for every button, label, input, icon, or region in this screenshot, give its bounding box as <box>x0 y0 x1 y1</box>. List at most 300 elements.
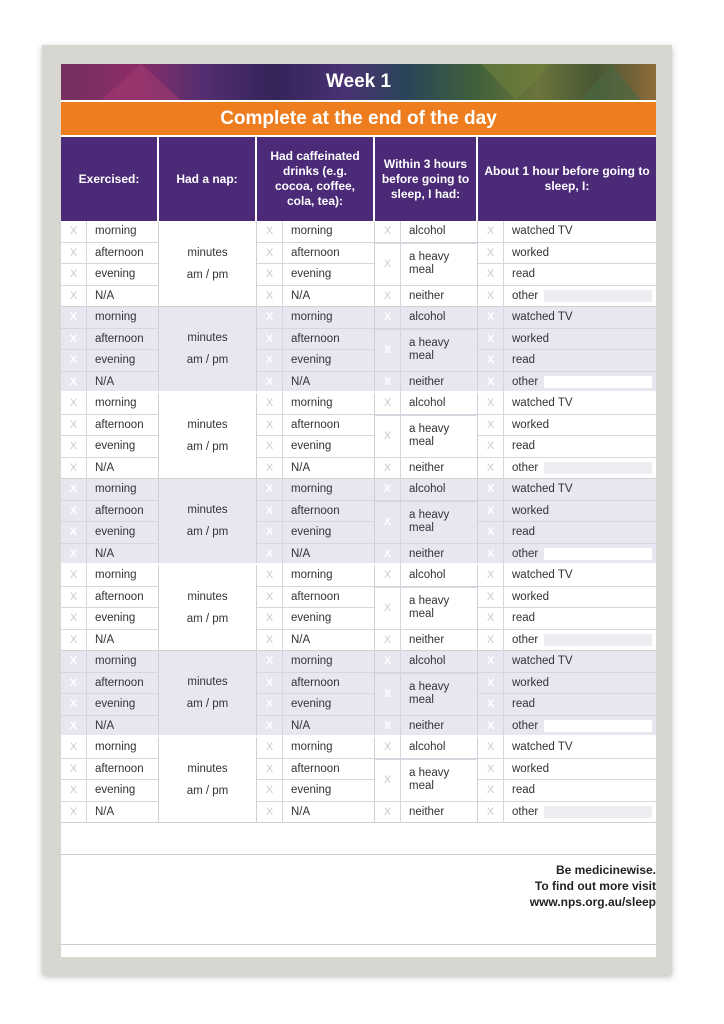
checkbox[interactable]: X <box>375 458 401 480</box>
checkbox[interactable]: X <box>257 243 283 264</box>
caffeine-option <box>257 501 374 523</box>
checkbox[interactable]: X <box>61 372 87 394</box>
nap-ampm-label: am / pm <box>186 354 229 366</box>
table-header <box>61 137 656 221</box>
option-label: morning <box>291 225 333 238</box>
option-label: morning <box>291 655 333 668</box>
activity-option <box>478 802 656 824</box>
exercised-option <box>61 307 158 329</box>
within3-option <box>375 458 477 480</box>
checkbox[interactable]: X <box>257 759 283 780</box>
checkbox[interactable]: X <box>61 501 87 522</box>
option-label: neither <box>409 376 445 389</box>
exercised-option <box>61 264 158 286</box>
checkbox[interactable]: X <box>375 716 401 738</box>
nap-ampm-label: am / pm <box>186 526 229 538</box>
exercised-option <box>61 372 158 394</box>
checkbox[interactable]: X <box>478 264 504 285</box>
nap-ampm-label: am / pm <box>186 612 229 625</box>
option-label: other <box>512 548 539 561</box>
option-label: morning <box>95 311 137 324</box>
exercised-column <box>61 737 159 822</box>
activity-option <box>478 329 656 351</box>
checkbox[interactable]: X <box>257 350 283 371</box>
nap-column <box>159 651 257 735</box>
checkbox[interactable]: X <box>257 737 283 758</box>
checkbox[interactable]: X <box>375 244 401 285</box>
checkbox[interactable]: X <box>375 651 401 672</box>
nap-entry[interactable] <box>159 651 256 735</box>
option-label: read <box>512 698 536 711</box>
option-label: N/A <box>291 806 311 819</box>
checkbox[interactable]: X <box>257 458 283 480</box>
within3-option <box>375 286 477 308</box>
caffeine-option <box>257 780 374 802</box>
checkbox[interactable]: X <box>61 415 87 436</box>
checkbox[interactable]: X <box>257 479 283 500</box>
option-label: alcohol <box>409 569 446 582</box>
nap-column <box>159 307 257 391</box>
exercised-option <box>61 587 158 609</box>
other-text-field[interactable] <box>544 376 652 388</box>
checkbox[interactable]: X <box>478 544 504 566</box>
other-text-field[interactable] <box>544 720 652 732</box>
activity-option <box>478 587 656 609</box>
caffeine-option <box>257 243 374 265</box>
activity-option <box>478 415 656 437</box>
checkbox[interactable]: X <box>61 329 87 350</box>
caffeine-option <box>257 759 374 781</box>
nap-column <box>159 737 257 822</box>
option-label: evening <box>95 268 136 281</box>
nap-entry[interactable] <box>159 479 256 563</box>
checkbox[interactable]: X <box>257 221 283 242</box>
before-sleep-column <box>478 221 656 306</box>
checkbox[interactable]: X <box>375 372 401 394</box>
checkbox[interactable]: X <box>61 716 87 738</box>
checkbox[interactable]: X <box>478 243 504 264</box>
exercised-option <box>61 694 158 716</box>
sleep-diary-sheet <box>61 64 656 957</box>
checkbox[interactable]: X <box>478 286 504 308</box>
nap-entry[interactable] <box>159 565 256 650</box>
checkbox[interactable]: X <box>61 673 87 694</box>
day-block <box>61 737 656 823</box>
activity-option <box>478 458 656 480</box>
option-label: alcohol <box>409 311 446 324</box>
nap-minutes-label: minutes <box>187 590 228 603</box>
checkbox[interactable]: X <box>257 544 283 566</box>
week-title: Week 1 <box>325 71 392 92</box>
activity-option <box>478 780 656 802</box>
nap-minutes-label: minutes <box>187 762 228 775</box>
exercised-option <box>61 565 158 587</box>
exercised-option <box>61 608 158 630</box>
checkbox[interactable]: X <box>375 221 401 242</box>
checkbox[interactable]: X <box>478 565 504 586</box>
checkbox[interactable]: X <box>375 802 401 824</box>
within3-option <box>375 479 477 501</box>
exercised-option <box>61 651 158 673</box>
checkbox[interactable]: X <box>61 544 87 566</box>
option-label: other <box>512 806 539 819</box>
option-label: read <box>512 440 536 453</box>
option-label: morning <box>95 569 137 582</box>
caffeine-option <box>257 436 374 458</box>
option-label: N/A <box>95 290 115 303</box>
within3-option <box>375 630 477 652</box>
checkbox[interactable]: X <box>478 716 504 738</box>
activity-option <box>478 372 656 394</box>
caffeine-option <box>257 372 374 394</box>
activity-option <box>478 286 656 308</box>
other-text-field[interactable] <box>544 634 652 646</box>
activity-option <box>478 651 656 673</box>
checkbox[interactable]: X <box>478 608 504 629</box>
other-text-field[interactable] <box>544 462 652 474</box>
checkbox[interactable]: X <box>478 802 504 824</box>
checkbox[interactable]: X <box>478 694 504 715</box>
nap-ampm-label: am / pm <box>186 440 229 453</box>
checkbox[interactable]: X <box>257 372 283 394</box>
checkbox[interactable]: X <box>61 780 87 801</box>
checkbox[interactable]: X <box>257 694 283 715</box>
caffeine-option <box>257 673 374 695</box>
within-3-hours-column <box>375 479 478 563</box>
checkbox[interactable]: X <box>478 479 504 500</box>
option-label: N/A <box>291 634 311 647</box>
within3-option <box>375 243 477 286</box>
option-label: neither <box>409 806 445 819</box>
checkbox[interactable]: X <box>375 565 401 586</box>
option-label: afternoon <box>291 504 340 517</box>
option-label: worked <box>512 246 550 259</box>
checkbox[interactable]: X <box>478 501 504 522</box>
checkbox[interactable]: X <box>61 350 87 371</box>
activity-option <box>478 759 656 781</box>
checkbox[interactable]: X <box>61 737 87 758</box>
option-label: morning <box>291 483 333 496</box>
checkbox[interactable]: X <box>257 436 283 457</box>
activity-option <box>478 608 656 630</box>
option-label: afternoon <box>291 762 340 775</box>
nap-minutes-label: minutes <box>187 246 228 259</box>
option-label: worked <box>512 418 550 431</box>
before-sleep-column <box>478 737 656 822</box>
checkbox[interactable]: X <box>257 587 283 608</box>
option-label: neither <box>409 634 445 647</box>
checkbox[interactable]: X <box>61 651 87 672</box>
checkbox[interactable]: X <box>61 286 87 308</box>
option-label: afternoon <box>95 332 144 345</box>
checkbox[interactable]: X <box>257 522 283 543</box>
before-sleep-column <box>478 651 656 735</box>
option-label: afternoon <box>291 332 340 345</box>
option-label: read <box>512 354 536 367</box>
checkbox[interactable]: X <box>257 415 283 436</box>
checkbox[interactable]: X <box>375 286 401 308</box>
checkbox[interactable]: X <box>375 630 401 652</box>
exercised-option <box>61 221 158 243</box>
option-label: N/A <box>95 548 115 561</box>
within3-option <box>375 587 477 630</box>
day-block <box>61 307 656 393</box>
nap-entry[interactable] <box>159 221 256 306</box>
option-label: afternoon <box>95 418 144 431</box>
option-label: other <box>512 462 539 475</box>
within-3-hours-column <box>375 307 478 391</box>
caffeine-option <box>257 350 374 372</box>
option-label: N/A <box>291 548 311 561</box>
header-caffeine: Had caffeinated drinks (e.g. cocoa, coffee, cola, tea): <box>257 137 375 221</box>
checkbox[interactable]: X <box>61 307 87 328</box>
option-label: alcohol <box>409 655 446 668</box>
option-label: neither <box>409 548 445 561</box>
caffeine-option <box>257 608 374 630</box>
exercised-option <box>61 522 158 544</box>
within-3-hours-column <box>375 393 478 478</box>
other-text-field[interactable] <box>544 548 652 560</box>
checkbox[interactable]: X <box>257 329 283 350</box>
checkbox[interactable]: X <box>257 630 283 652</box>
checkbox[interactable]: X <box>61 565 87 586</box>
option-label: other <box>512 290 539 303</box>
option-label: morning <box>291 741 333 754</box>
option-label: alcohol <box>409 225 446 238</box>
checkbox[interactable]: X <box>375 307 401 328</box>
checkbox[interactable]: X <box>375 737 401 758</box>
nap-minutes-label: minutes <box>187 676 228 688</box>
option-label: read <box>512 784 536 797</box>
option-label: N/A <box>95 376 115 389</box>
header-before-sleep: About 1 hour before going to sleep, I: <box>484 164 650 193</box>
caffeine-option <box>257 329 374 351</box>
checkbox[interactable]: X <box>257 393 283 414</box>
footer-divider-bottom <box>61 944 656 945</box>
within3-option <box>375 565 477 587</box>
checkbox[interactable]: X <box>61 522 87 543</box>
exercised-option <box>61 479 158 501</box>
exercised-option <box>61 436 158 458</box>
checkbox[interactable]: X <box>375 393 401 414</box>
option-label: neither <box>409 720 445 733</box>
option-label: evening <box>291 526 332 539</box>
nap-entry[interactable] <box>159 393 256 478</box>
checkbox[interactable]: X <box>375 544 401 566</box>
checkbox[interactable]: X <box>61 608 87 629</box>
checkbox[interactable]: X <box>375 674 401 715</box>
checkbox[interactable]: X <box>478 673 504 694</box>
checkbox[interactable]: X <box>478 458 504 480</box>
checkbox[interactable]: X <box>257 307 283 328</box>
instruction-bar: Complete at the end of the day <box>61 102 656 135</box>
activity-option <box>478 737 656 759</box>
checkbox[interactable]: X <box>478 307 504 328</box>
checkbox[interactable]: X <box>478 780 504 801</box>
checkbox[interactable]: X <box>61 264 87 285</box>
caffeine-option <box>257 479 374 501</box>
caffeine-option <box>257 565 374 587</box>
checkbox[interactable]: X <box>478 393 504 414</box>
caffeine-option <box>257 544 374 566</box>
exercised-column <box>61 307 159 391</box>
caffeine-option <box>257 587 374 609</box>
option-label: afternoon <box>95 762 144 775</box>
checkbox[interactable]: X <box>61 479 87 500</box>
activity-option <box>478 716 656 738</box>
checkbox[interactable]: X <box>478 350 504 371</box>
checkbox[interactable]: X <box>61 759 87 780</box>
exercised-option <box>61 350 158 372</box>
activity-option <box>478 630 656 652</box>
exercised-column <box>61 479 159 563</box>
option-label: a heavy meal <box>409 767 450 792</box>
option-label: alcohol <box>409 741 446 754</box>
checkbox[interactable]: X <box>61 458 87 480</box>
other-text-field[interactable] <box>544 806 652 818</box>
option-label: afternoon <box>95 590 144 603</box>
exercised-option <box>61 716 158 738</box>
nap-entry[interactable] <box>159 737 256 822</box>
checkbox[interactable]: X <box>478 630 504 652</box>
option-label: afternoon <box>95 246 144 259</box>
checkbox[interactable]: X <box>257 673 283 694</box>
header-within-3-hours: Within 3 hours before going to sleep, I had: <box>375 137 478 221</box>
within3-option <box>375 802 477 824</box>
option-label: morning <box>95 225 137 238</box>
option-label: neither <box>409 462 445 475</box>
option-label: watched TV <box>512 483 573 496</box>
caffeine-option <box>257 630 374 652</box>
checkbox[interactable]: X <box>375 502 401 543</box>
checkbox[interactable]: X <box>478 415 504 436</box>
checkbox[interactable]: X <box>61 630 87 652</box>
option-label: watched TV <box>512 741 573 754</box>
activity-option <box>478 694 656 716</box>
day-block <box>61 221 656 307</box>
checkbox[interactable]: X <box>478 372 504 394</box>
option-label: other <box>512 634 539 647</box>
caffeine-column <box>257 565 375 650</box>
exercised-option <box>61 544 158 566</box>
activity-option <box>478 393 656 415</box>
activity-option <box>478 221 656 243</box>
footer-line-2: To find out more visit <box>534 879 656 893</box>
exercised-option <box>61 501 158 523</box>
option-label: N/A <box>95 720 115 733</box>
within3-option <box>375 415 477 458</box>
day-block <box>61 393 656 479</box>
footer-divider <box>61 854 656 855</box>
checkbox[interactable]: X <box>257 608 283 629</box>
option-label: worked <box>512 590 550 603</box>
option-label: N/A <box>95 634 115 647</box>
nap-column <box>159 393 257 478</box>
checkbox[interactable]: X <box>257 286 283 308</box>
activity-option <box>478 501 656 523</box>
checkbox[interactable]: X <box>257 716 283 738</box>
checkbox[interactable]: X <box>257 501 283 522</box>
option-label: N/A <box>291 720 311 733</box>
checkbox[interactable]: X <box>61 221 87 242</box>
checkbox[interactable]: X <box>61 436 87 457</box>
option-label: watched TV <box>512 397 573 410</box>
within3-option <box>375 651 477 673</box>
exercised-option <box>61 393 158 415</box>
header-exercised: Exercised: <box>61 137 159 221</box>
nap-minutes-label: minutes <box>187 418 228 431</box>
option-label: other <box>512 376 539 389</box>
activity-option <box>478 479 656 501</box>
activity-option <box>478 522 656 544</box>
within3-option <box>375 307 477 329</box>
caffeine-option <box>257 716 374 738</box>
footer-line-3[interactable]: www.nps.org.au/sleep <box>529 895 656 909</box>
checkbox[interactable]: X <box>375 416 401 457</box>
day-block <box>61 479 656 565</box>
within3-option <box>375 759 477 802</box>
option-label: a heavy meal <box>409 595 450 620</box>
exercised-option <box>61 458 158 480</box>
checkbox[interactable]: X <box>257 565 283 586</box>
exercised-column <box>61 565 159 650</box>
checkbox[interactable]: X <box>478 221 504 242</box>
caffeine-column <box>257 737 375 822</box>
checkbox[interactable]: X <box>61 694 87 715</box>
checkbox[interactable]: X <box>61 802 87 824</box>
caffeine-column <box>257 393 375 478</box>
checkbox[interactable]: X <box>375 330 401 371</box>
nap-column <box>159 479 257 563</box>
checkbox[interactable]: X <box>478 587 504 608</box>
checkbox[interactable]: X <box>257 802 283 824</box>
option-label: other <box>512 720 539 733</box>
option-label: a heavy meal <box>409 337 450 362</box>
checkbox[interactable]: X <box>375 588 401 629</box>
nap-minutes-label: minutes <box>187 504 228 516</box>
activity-option <box>478 350 656 372</box>
within-3-hours-column <box>375 565 478 650</box>
checkbox[interactable]: X <box>478 522 504 543</box>
before-sleep-column <box>478 479 656 563</box>
within3-option <box>375 544 477 566</box>
option-label: N/A <box>291 376 311 389</box>
other-text-field[interactable] <box>544 290 652 302</box>
checkbox[interactable]: X <box>257 264 283 285</box>
checkbox[interactable]: X <box>478 759 504 780</box>
checkbox[interactable]: X <box>257 780 283 801</box>
checkbox[interactable]: X <box>478 651 504 672</box>
checkbox[interactable]: X <box>257 651 283 672</box>
option-label: worked <box>512 676 550 689</box>
nap-entry[interactable] <box>159 307 256 391</box>
option-label: worked <box>512 762 550 775</box>
checkbox[interactable]: X <box>478 737 504 758</box>
option-label: morning <box>95 741 137 754</box>
exercised-option <box>61 759 158 781</box>
checkbox[interactable]: X <box>375 479 401 500</box>
checkbox[interactable]: X <box>61 243 87 264</box>
checkbox[interactable]: X <box>478 436 504 457</box>
checkbox[interactable]: X <box>61 587 87 608</box>
exercised-option <box>61 802 158 824</box>
checkbox[interactable]: X <box>478 329 504 350</box>
caffeine-option <box>257 522 374 544</box>
day-block <box>61 651 656 737</box>
checkbox[interactable]: X <box>375 760 401 801</box>
checkbox[interactable]: X <box>61 393 87 414</box>
caffeine-option <box>257 415 374 437</box>
